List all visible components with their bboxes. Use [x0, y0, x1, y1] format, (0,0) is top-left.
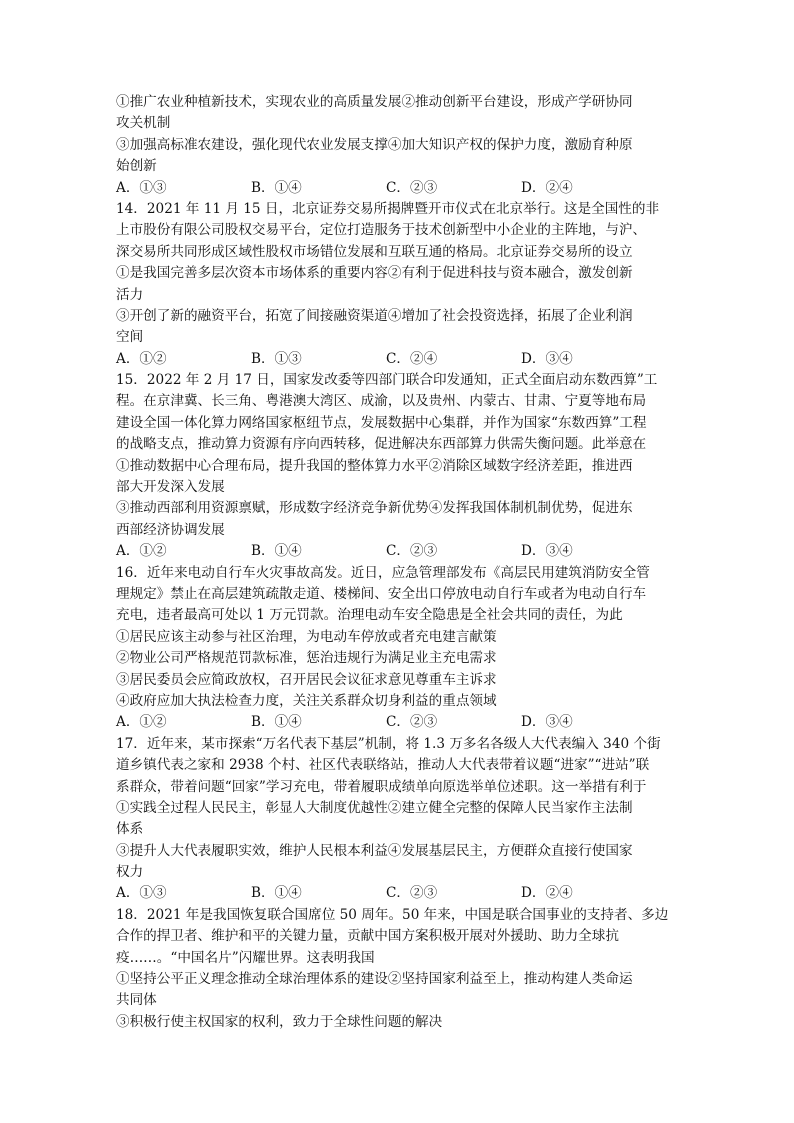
- option-c: C．②③: [386, 179, 438, 196]
- text-line: ①实践全过程人民民主，彰显人大制度优越性②建立健全完整的保障人民当家作主法制: [116, 799, 633, 816]
- text-line: ①推动数据中心合理布局，提升我国的整体算力水平②消除区域数字经济差距，推进西: [116, 457, 633, 474]
- option-d: D．③④: [521, 714, 573, 731]
- option-d: D．③④: [521, 350, 573, 367]
- option-b: B．①③: [251, 350, 302, 367]
- text-line: ③提升人大代表履职实效，维护人民根本利益④发展基层民主，方便群众直接行使国家: [116, 842, 633, 859]
- text-line: ①推广农业种植新技术，实现农业的高质量发展②推动创新平台建设，形成产学研协同: [116, 94, 633, 110]
- option-c: C．②③: [386, 885, 438, 902]
- text-line: ③居民委员会应简政放权，召开居民会议征求意见尊重车主诉求: [116, 671, 497, 688]
- answer-options: [116, 178, 684, 199]
- question-15: [116, 370, 684, 563]
- text-line: ①是我国完善多层次资本市场体系的重要内容②有利于促进科技与资本融合，激发创新: [116, 265, 633, 282]
- question-stem: 18．2021 年是我国恢复联合国席位 50 周年。50 年来，中国是联合国事业的支持者、多边: [116, 906, 669, 923]
- question-stem: 14．2021 年 11 月 15 日，北京证券交易所揭牌暨开市仪式在北京举行。这是全国性的非: [116, 200, 660, 217]
- text-line: 充电，违者最高可处以 1 万元罚款。治理电动车安全隐患是全社会共同的责任，为此: [116, 607, 623, 624]
- text-line: 体系: [116, 821, 144, 838]
- option-a: A．①②: [116, 350, 167, 367]
- option-b: B．①④: [251, 885, 302, 902]
- question-stem: 16．近年来电动自行车火灾事故高发。近日，应急管理部发布《高层民用建筑消防安全管: [116, 564, 650, 581]
- option-d: D．②④: [521, 885, 573, 902]
- text-line: 部大开发深入发展: [116, 479, 225, 496]
- question-14: [116, 199, 684, 370]
- option-d: D．②④: [521, 179, 573, 196]
- text-line: 的战略支点，推动算力资源有序向西转移，促进解决东西部算力供需失衡问题。此举意在: [116, 436, 647, 453]
- option-b: B．①④: [251, 714, 302, 731]
- option-a: A．①③: [116, 179, 167, 196]
- answer-options: [116, 541, 684, 562]
- question-stem: 15．2022 年 2 月 17 日，国家发改委等四部门联合印发通知，正式全面启动东数西算”工: [116, 372, 658, 389]
- option-c: C．②③: [386, 714, 438, 731]
- question-18: [116, 905, 684, 1033]
- text-line: ③推动西部利用资源禀赋，形成数字经济竞争新优势④发挥我国体制机制优势，促进东: [116, 500, 633, 517]
- option-c: C．②③: [386, 543, 438, 560]
- text-line: 深交易所共同形成区域性股权市场错位发展和互联互通的格局。北京证券交易所的设立: [116, 243, 633, 260]
- text-line: ③加强高标准农建设，强化现代农业发展支撑④加大知识产权的保护力度，激励育种原: [116, 136, 633, 153]
- question-16: [116, 563, 684, 734]
- text-line: 活力: [116, 286, 144, 303]
- answer-options: [116, 712, 684, 733]
- option-a: A．①②: [116, 714, 167, 731]
- option-b: B．①④: [251, 543, 302, 560]
- text-line: 建设全国一体化算力网络国家枢纽节点，发展数据中心集群，并作为国家“东数西算”工程: [116, 414, 647, 431]
- text-line: ③积极行使主权国家的权利，致力于全球性问题的解决: [116, 1013, 443, 1030]
- question-stem: 17．近年来，某市探索“万名代表下基层”机制，将 1.3 万多名各级人大代表编入 340 个街: [116, 735, 661, 752]
- option-a: A．①③: [116, 885, 167, 902]
- text-line: ②物业公司严格规范罚款标准，惩治违规行为满足业主充电需求: [116, 650, 497, 667]
- text-line: 攻关机制: [116, 115, 171, 132]
- option-b: B．①④: [251, 179, 302, 196]
- question-17: [116, 734, 684, 905]
- text-line: 合作的捍卫者、维护和平的关键力量，贡献中国方案积极开展对外援助、助力全球抗: [116, 928, 619, 945]
- text-line: ④政府应加大执法检查力度，关注关系群众切身利益的重点领域: [116, 692, 497, 709]
- text-line: 上市股份有限公司股权交易平台，定位打造服务于技术创新型中小企业的主阵地，与沪、: [116, 222, 647, 239]
- text-line: ①居民应该主动参与社区治理，为电动车停放或者充电建言献策: [116, 628, 497, 645]
- question-13-tail: [116, 92, 684, 199]
- text-line: 系群众，带着问题“回家”学习充电，带着履职成绩单向原选举单位述职。这一举措有利于: [116, 778, 647, 795]
- option-c: C．②④: [386, 350, 438, 367]
- text-line: 西部经济协调发展: [116, 521, 225, 538]
- text-line: 权力: [116, 864, 144, 881]
- text-line: 理规定》禁止在高层建筑疏散走道、楼梯间、安全出口停放电动自行车或者为电动自行车: [116, 585, 647, 602]
- text-line: ①坚持公平正义理念推动全球治理体系的建设②坚持国家利益至上，推动构建人类命运: [116, 971, 633, 988]
- text-line: 始创新: [116, 158, 157, 175]
- text-line: 空间: [116, 329, 144, 346]
- option-d: D．③④: [521, 543, 573, 560]
- text-line: ③开创了新的融资平台，拓宽了间接融资渠道④增加了社会投资选择，拓展了企业利润: [116, 307, 633, 324]
- option-a: A．①②: [116, 543, 167, 560]
- text-line: 共同体: [116, 992, 157, 1009]
- text-line: 程。在京津冀、长三角、粤港澳大湾区、成渝，以及贵州、内蒙古、甘肃、宁夏等地布局: [116, 393, 647, 410]
- text-line: 道乡镇代表之家和 2938 个村、社区代表联络站，推动人大代表带着议题“进家”“进站”联: [116, 757, 650, 774]
- answer-options: [116, 883, 684, 904]
- text-line: 疫……。“中国名片”闪耀世界。这表明我国: [116, 949, 375, 966]
- answer-options: [116, 349, 684, 370]
